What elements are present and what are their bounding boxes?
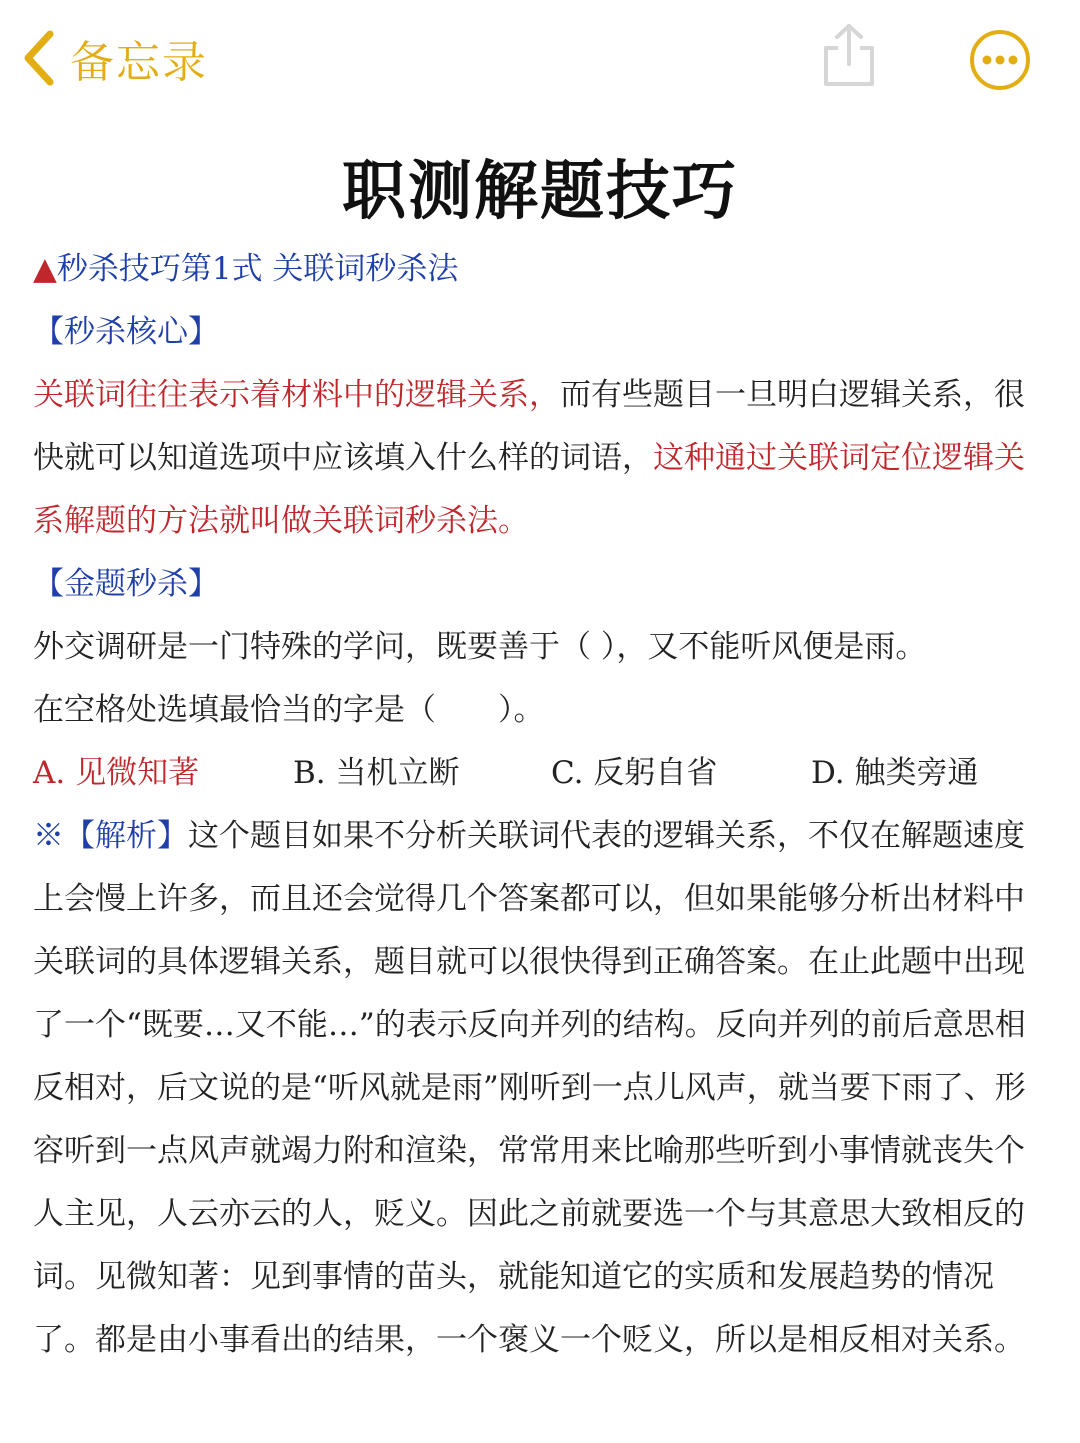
section-heading <box>33 238 1033 301</box>
option-d: D. 触类旁通 <box>811 755 979 791</box>
analysis-paragraph <box>33 805 1033 1372</box>
core-paragraph <box>33 364 1033 553</box>
core-label: 【秒杀核心】 <box>33 314 219 350</box>
analysis-text: 这个题目如果不分析关联词代表的逻辑关系，不仅在解题速度上会慢上许多，而且还会觉得几个答案都可以，但如果能够分析出材料中关联词的具体逻辑关系，题目就可以很快得到正确答案。在止此题中出现了一个“既要…又不能…”的表示反向并列的结构。反向并列的前后意思相反相对，后文说的是“听风就是雨”刚听到一点儿风声，就当要下雨了、形容听到一点风声就竭力附和渲染，常常用来比喻那些听到小事情就丧失个人主见，人云亦云的人，贬义。因此之前就要选一个与其意思大致相反的词。见微知著：见到事情的苗头，就能知道它的实质和发展趋势的情况了。都是由小事看出的结果，一个褒义一个贬义，所以是相反相对关系。 <box>33 818 1026 1358</box>
core-text-plain: 而有些题目一旦明白逻辑关系，很快就可以知道选项中应该填入什么样的词语， <box>33 377 1025 476</box>
navigation-bar <box>0 0 1080 120</box>
section-heading-text: 秒杀技巧第1式 关联词秒杀法 <box>56 251 459 287</box>
question-line-2: 在空格处选填最恰当的字是（ ）。 <box>33 692 545 728</box>
more-button[interactable] <box>968 28 1032 92</box>
share-icon <box>818 22 880 90</box>
note-body[interactable] <box>33 238 1033 1372</box>
gold-label: 【金题秒杀】 <box>33 566 219 602</box>
share-button[interactable] <box>818 22 880 90</box>
question-line-1: 外交调研是一门特殊的学问，既要善于（ ），又不能听风便是雨。 <box>33 629 927 665</box>
core-text-red-2: 这种通过关联词定位逻辑关系解题的方法就叫做关联词秒杀法。 <box>33 440 1025 539</box>
more-icon <box>968 28 1032 92</box>
option-a: A. 见微知著 <box>33 755 200 791</box>
options-row <box>33 742 1033 805</box>
core-text-red-1: 关联词往往表示着材料中的逻辑关系， <box>33 377 560 413</box>
analysis-label: ※【解析】 <box>33 818 188 854</box>
option-c: C. 反躬自省 <box>551 755 718 791</box>
note-title: 职测解题技巧 <box>342 154 738 229</box>
triangle-marker: ▲ <box>33 251 57 287</box>
chevron-left-icon <box>22 30 56 86</box>
back-button[interactable] <box>22 28 208 88</box>
back-label: 备忘录 <box>70 37 208 88</box>
option-b: B. 当机立断 <box>293 755 460 791</box>
